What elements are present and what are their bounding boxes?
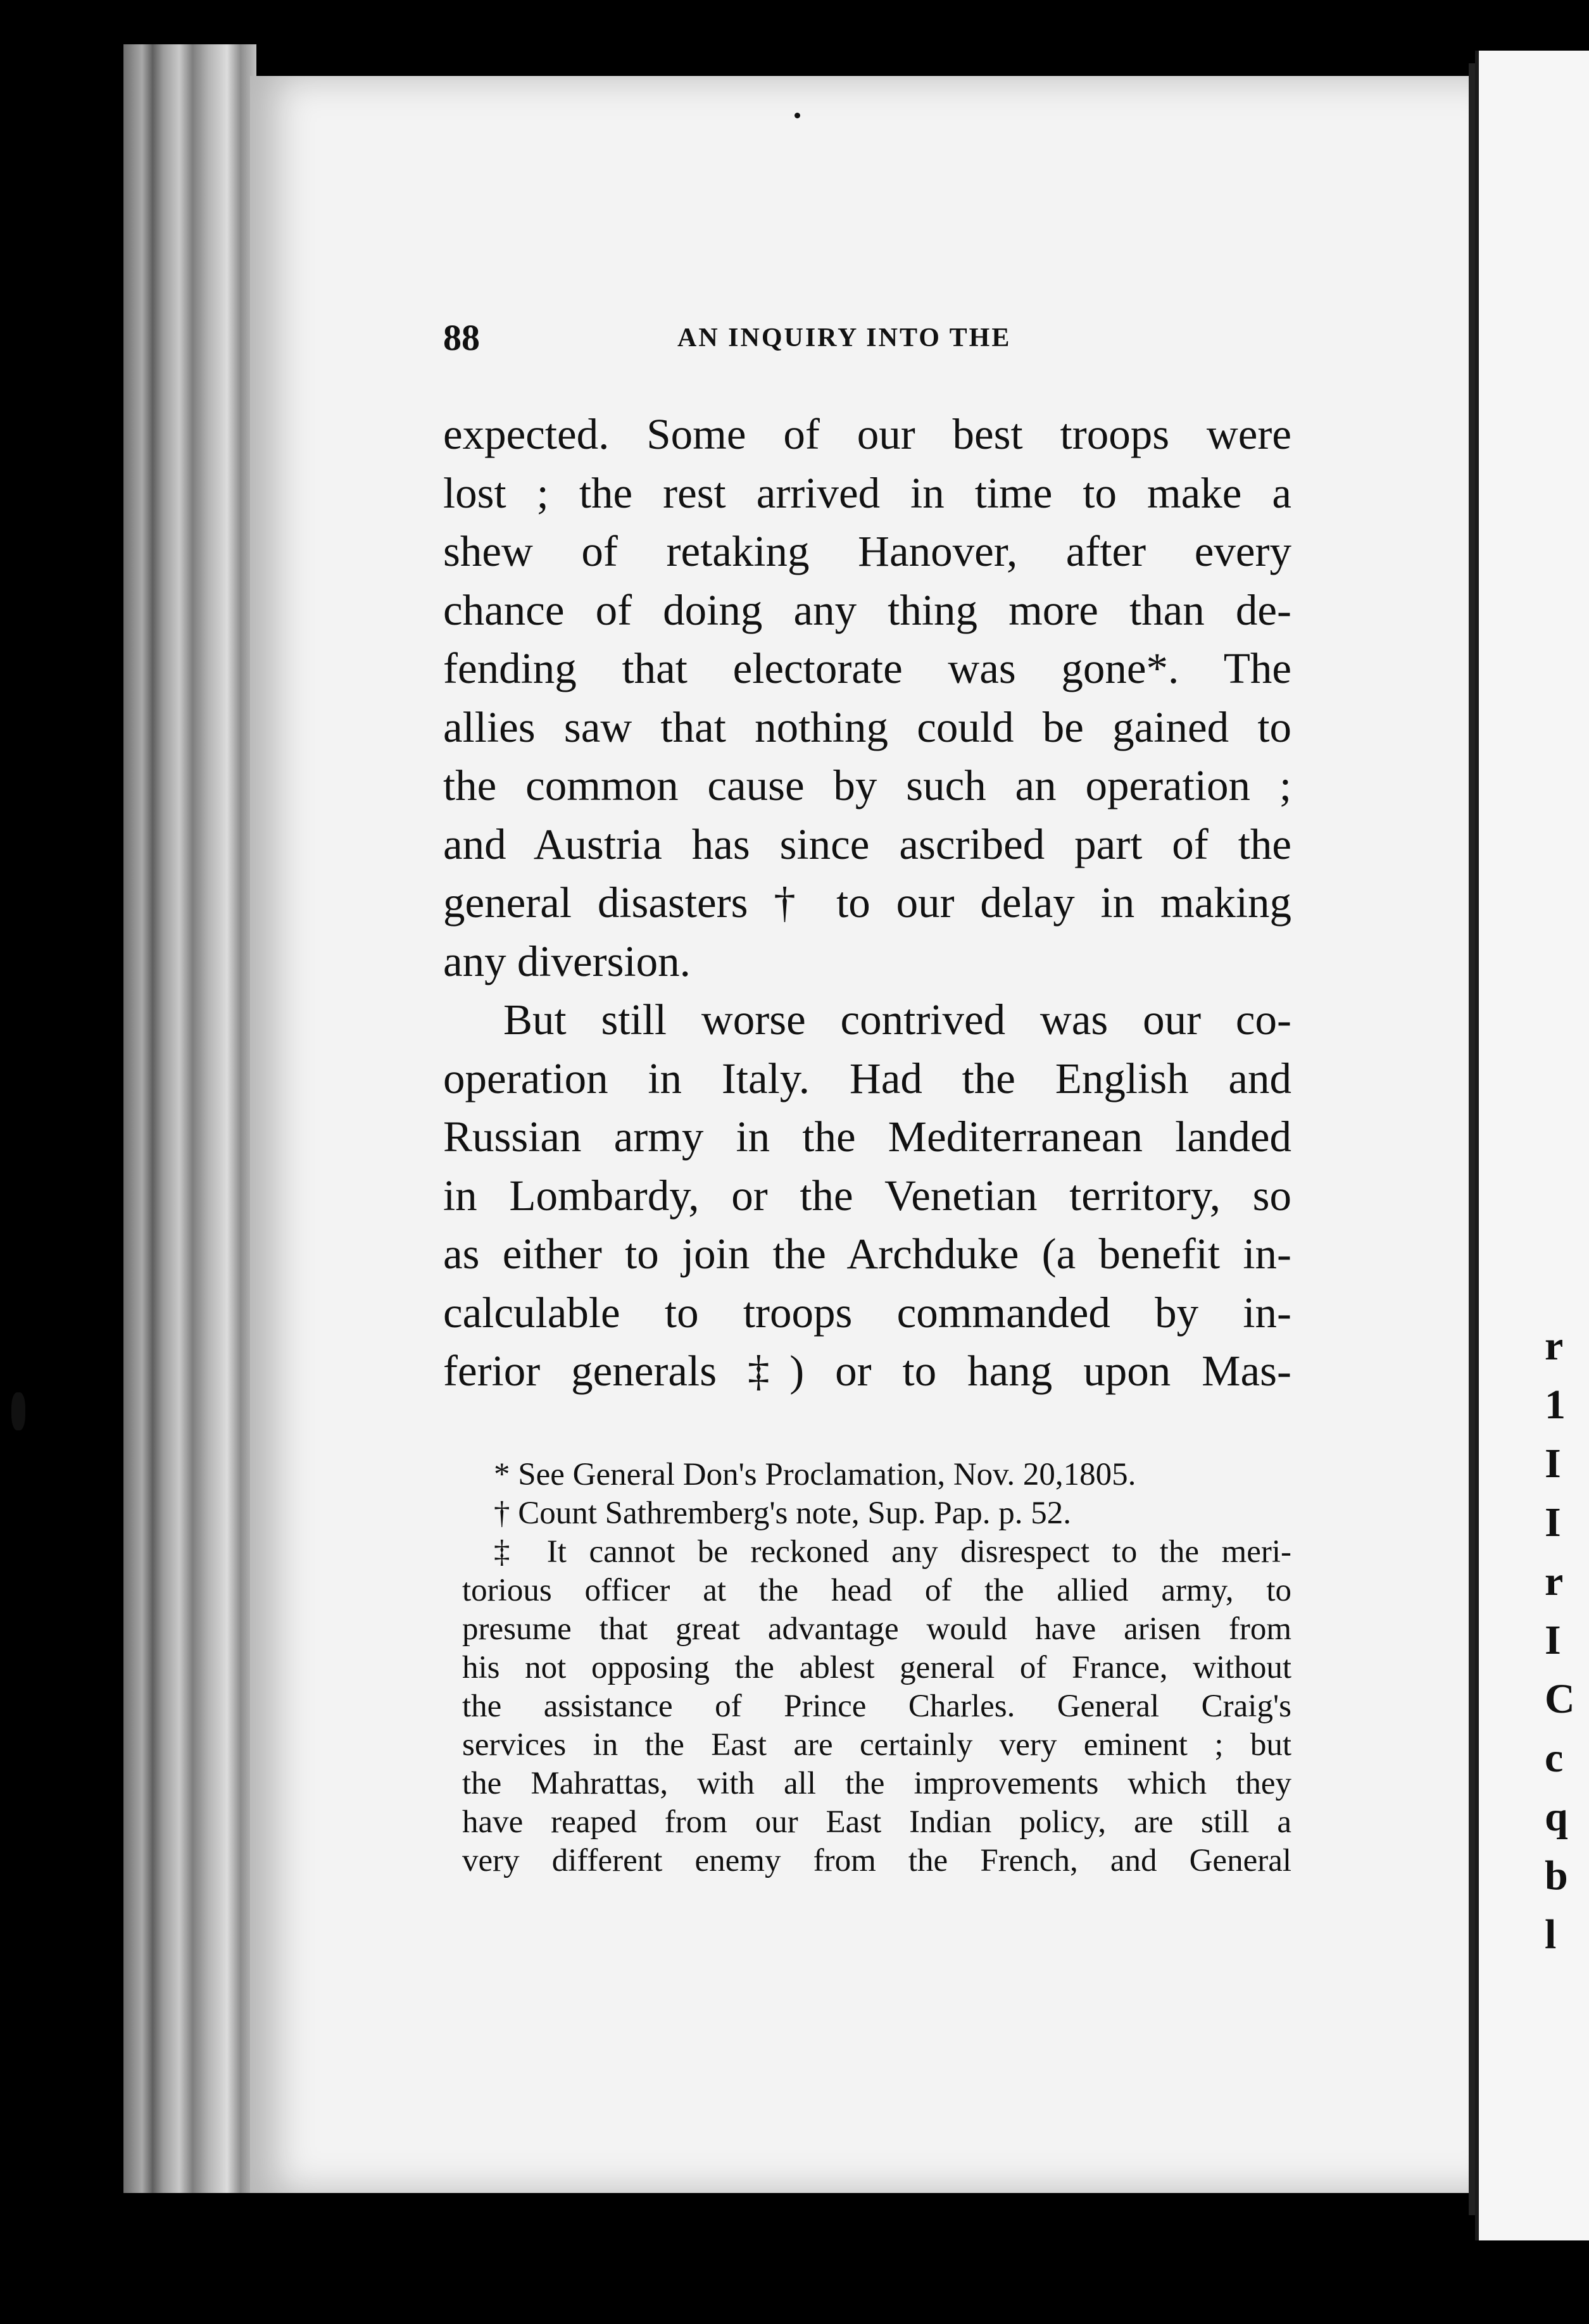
text-line: chance of doing any thing more than de- [443, 585, 1291, 634]
text-line: ferior generals ‡) or to hang upon Mas- [443, 1347, 1291, 1395]
text-line: expected. Some of our best troops were [443, 410, 1291, 458]
text-line: lost ; the rest arrived in time to make a [443, 468, 1291, 517]
fragment: c [1545, 1735, 1564, 1781]
text-line: the common cause by such an operation ; [443, 761, 1291, 809]
fragment: q [1545, 1794, 1568, 1840]
footnote: * See General Don's Proclamation, Nov. 20,1805. [494, 1457, 1136, 1492]
footnote-line: services in the East are certainly very eminent ; but [462, 1727, 1291, 1763]
page-edges [123, 44, 256, 2193]
footnote-line: torious officer at the head of the allied army, to [462, 1573, 1291, 1608]
fragment: I [1545, 1440, 1561, 1487]
fragment: I [1545, 1617, 1561, 1663]
page-number: 88 [443, 317, 480, 358]
text-line: any diversion. [443, 937, 691, 985]
running-head: AN INQUIRY INTO THE [677, 323, 1012, 353]
text-line: operation in Italy. Had the English and [443, 1054, 1291, 1103]
text-line: and Austria has since ascribed part of the [443, 820, 1291, 868]
footnote-line: presume that great advantage would have arisen from [462, 1611, 1291, 1647]
body-text [443, 405, 1291, 1401]
text-line: Russian army in the Mediterranean landed [443, 1113, 1291, 1161]
text-line: fending that electorate was gone*. The [443, 644, 1291, 692]
fragment: r [1545, 1323, 1564, 1369]
page-header [443, 316, 1291, 373]
fragment: l [1545, 1911, 1557, 1958]
footnote-line: have reaped from our East Indian policy, are still a [462, 1804, 1291, 1840]
footnote: ‡ It cannot be reckoned any disrespect to the meri- [494, 1534, 1291, 1570]
text-line: in Lombardy, or the Venetian territory, so [443, 1171, 1291, 1220]
fragment: I [1545, 1499, 1561, 1546]
fragment: C [1545, 1676, 1575, 1722]
footnote-line: his not opposing the ablest general of France, without [462, 1650, 1291, 1685]
text-line: But still worse contrived was our co- [503, 996, 1291, 1044]
footnote-line: the Mahrattas, with all the improvements which they [462, 1766, 1291, 1801]
text-line: allies saw that nothing could be gained to [443, 703, 1291, 751]
text-line: general disasters † to our delay in making [443, 878, 1291, 927]
text-line: shew of retaking Hanover, after every [443, 527, 1291, 575]
text-line: calculable to troops commanded by in- [443, 1288, 1291, 1337]
fragment: r [1545, 1558, 1564, 1604]
footnotes [462, 1456, 1291, 1880]
speck [11, 1392, 25, 1430]
fragment: b [1545, 1852, 1568, 1899]
fragment: 1 [1545, 1382, 1566, 1428]
speck [794, 113, 800, 118]
footnote-line: the assistance of Prince Charles. General Craig's [462, 1689, 1291, 1724]
facing-page-fragments [1545, 1316, 1589, 1964]
text-line: as either to join the Archduke (a benefit in- [443, 1230, 1291, 1278]
footnote-line: very different enemy from the French, and General [462, 1843, 1291, 1878]
footnote: † Count Sathremberg's note, Sup. Pap. p. 52. [494, 1496, 1072, 1531]
